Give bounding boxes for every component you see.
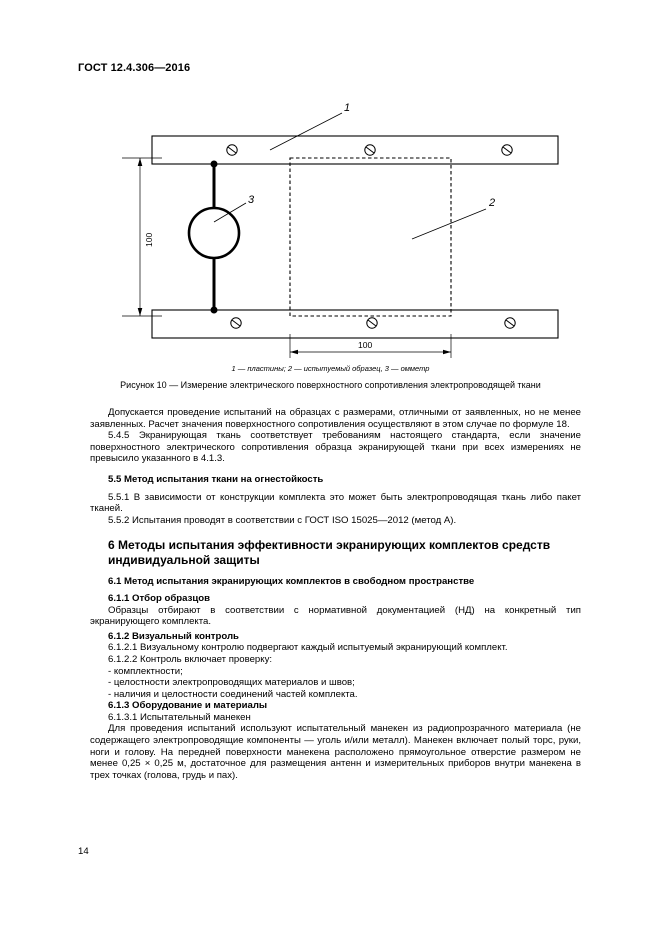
- paragraph-6-1-2-1: 6.1.2.1 Визуальному контролю подвергают каждый испытуемый экранирующий комплект.: [108, 642, 508, 654]
- screw-icon: [502, 145, 512, 155]
- screw-icon: [367, 318, 377, 328]
- section-heading-6-1: 6.1 Метод испытания экранирующих комплектов в свободном пространстве: [108, 576, 475, 588]
- document-body: [90, 407, 581, 781]
- paragraph-5-4-5: 5.4.5 Экранирующая ткань соответствует требованиям настоящего стандарта, если значение поверхностного электрического сопротивления образца экранирующей ткани при всех измерениях не превысило указанного в 4.1.3.: [90, 430, 581, 465]
- subsection-heading-6-1-1: 6.1.1 Отбор образцов: [108, 592, 210, 604]
- top-plate: [152, 136, 558, 164]
- contact-point: [211, 307, 218, 314]
- dimension-vertical-value: 100: [144, 232, 154, 247]
- list-item: - наличия и целостности соединений частей комплекта.: [108, 688, 358, 700]
- dimension-arrow: [290, 350, 298, 355]
- section-heading-5-5: 5.5 Метод испытания ткани на огнестойкость: [108, 473, 324, 485]
- paragraph-6-1-2-2: 6.1.2.2 Контроль включает проверку:: [108, 653, 273, 665]
- dimension-arrow: [138, 158, 143, 166]
- page-number: 14: [78, 846, 89, 857]
- paragraph: Допускается проведение испытаний на образцах с размерами, отличными от заявленных, но не менее заявленных. Расчет значения поверхностного сопротивления осуществляют в этом случае по формуле 18.: [90, 407, 581, 430]
- dimension-arrow: [138, 308, 143, 316]
- callout-2: 2: [489, 197, 496, 209]
- callout-leader-2: [412, 209, 486, 239]
- subsection-heading-6-1-2: 6.1.2 Визуальный контроль: [108, 630, 239, 642]
- bottom-plate: [152, 310, 558, 338]
- list-item: - комплектности;: [108, 665, 183, 677]
- test-sample: [290, 158, 451, 316]
- ohmmeter-icon: [189, 208, 239, 258]
- dimension-horizontal-value: 100: [358, 340, 373, 350]
- contact-point: [211, 161, 218, 168]
- screw-icon: [231, 318, 241, 328]
- callout-leader-1: [270, 113, 342, 150]
- screw-icon: [227, 145, 237, 155]
- list-item: - целостности электропроводящих материалов и швов;: [108, 677, 355, 689]
- callout-3: 3: [248, 194, 255, 206]
- paragraph-6-1-3-1: 6.1.3.1 Испытательный манекен: [108, 711, 251, 723]
- screw-icon: [505, 318, 515, 328]
- figure-10-drawing: [0, 0, 661, 400]
- document-code-header: ГОСТ 12.4.306—2016: [78, 62, 191, 74]
- paragraph-mannequin: Для проведения испытаний используют испытательный манекен из радиопрозрачного материала (не содержащего электропроводящие компоненты — уголь и/или металл). Манекен включает полый торс, руки, ноги и голову. На передней поверхности манекена расположено прямоугольное отверстие размером не менее 0,25 × 0,25 м, достаточное для размещения антенн и измерительных приборов внутри манекена в трех точках (голова, грудь и пах).: [90, 723, 581, 781]
- subsection-heading-6-1-3: 6.1.3 Оборудование и материалы: [108, 700, 268, 712]
- paragraph-6-1-1: Образцы отбирают в соответствии с нормативной документацией (НД) на конкретный тип экранирующего комплекта.: [90, 604, 581, 628]
- screw-icon: [365, 145, 375, 155]
- figure-10: [0, 0, 661, 400]
- paragraph-5-5-2: 5.5.2 Испытания проводят в соответствии с ГОСТ ISO 15025—2012 (метод А).: [108, 514, 457, 526]
- callout-1: 1: [344, 102, 351, 114]
- dimension-arrow: [443, 350, 451, 355]
- section-heading-6: 6 Методы испытания эффективности экранирующих комплектов средств индивидуальной защиты: [108, 538, 551, 567]
- figure-caption: Рисунок 10 — Измерение электрического поверхностного сопротивления электропроводящей ткани: [120, 380, 541, 390]
- paragraph-5-5-1: 5.5.1 В зависимости от конструкции комплекта это может быть электропроводящая ткань либо пакет тканей.: [90, 491, 581, 515]
- figure-legend: 1 — пластины; 2 — испытуемый образец, 3 — омметр: [231, 364, 430, 373]
